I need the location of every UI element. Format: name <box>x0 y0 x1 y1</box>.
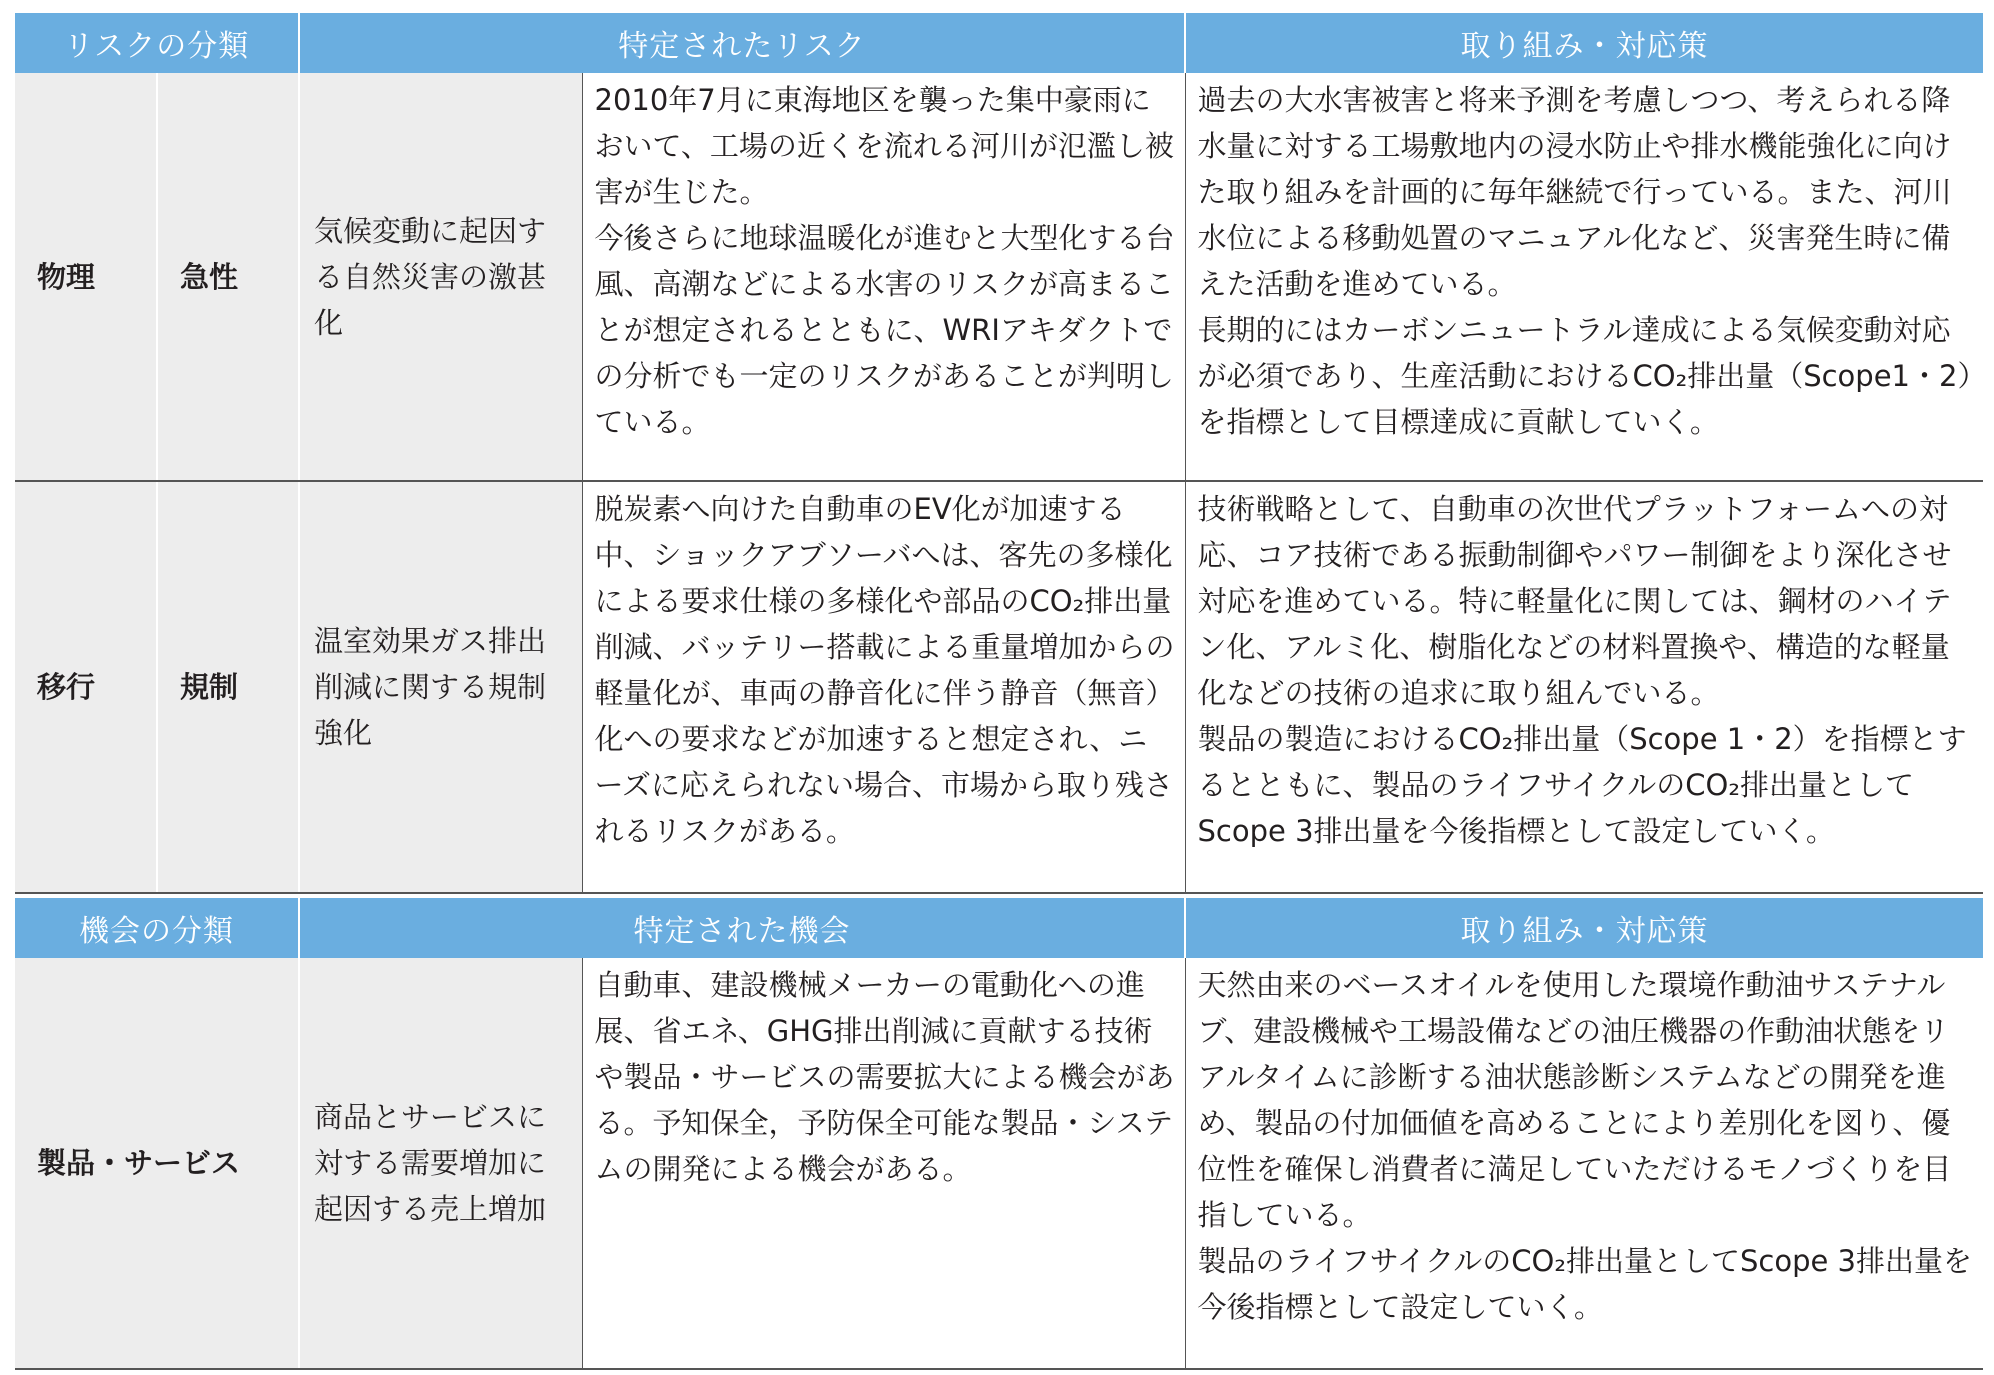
risk-measures-text: 技術戦略として、自動車の次世代プラットフォームへの対応、コア技術である振動制御やパワー制御をより深化させ対応を進めている。特に軽量化に関しては、鋼材のハイテン化、アルミ化、樹脂化などの材料置換や、構造的な軽量化などの技術の追求に取り組んでいる。 <box>1197 492 1952 710</box>
risk-table <box>15 13 1983 894</box>
opportunity-header-row <box>15 898 1983 958</box>
risk-row-physical <box>15 73 1983 481</box>
risk-subcategory: 規制 <box>157 481 299 893</box>
identified-risk-header: 特定されたリスク <box>299 13 1185 73</box>
opportunity-measures-text: 製品のライフサイクルのCO₂排出量としてScope 3排出量を今後指標として設定していく。 <box>1197 1244 1972 1324</box>
identified-risk-cell <box>582 73 1185 481</box>
risk-category-header: リスクの分類 <box>15 13 299 73</box>
identified-opportunity-cell <box>582 958 1185 1369</box>
risk-measures-header: 取り組み・対応策 <box>1185 13 1983 73</box>
opportunity-table <box>15 898 1983 1370</box>
opportunity-measures-cell <box>1185 958 1983 1369</box>
risk-measures-cell <box>1185 481 1983 893</box>
risk-header-row <box>15 13 1983 73</box>
opportunity-name: 商品とサービスに対する需要増加に起因する売上増加 <box>299 958 582 1369</box>
risk-measures-text: 長期的にはカーボンニュートラル達成による気候変動対応が必須であり、生産活動におけるCO₂排出量（Scope1・2）を指標として目標達成に貢献していく。 <box>1197 313 1972 439</box>
identified-opportunity-header: 特定された機会 <box>299 898 1185 958</box>
opportunity-measures-text: 天然由来のベースオイルを使用した環境作動油サステナルブ、建設機械や工場設備などの油圧機器の作動油状態をリアルタイムに診断する油状態診断システムなどの開発を進め、製品の付加価値を高めることにより差別化を図り、優位性を確保し消費者に満足していただけるモノづくりを目指している。 <box>1197 968 1952 1232</box>
identified-risk-text: 2010年7月に東海地区を襲った集中豪雨において、工場の近くを流れる河川が氾濫し被害が生じた。 <box>594 83 1174 209</box>
risk-name: 気候変動に起因する自然災害の激甚化 <box>299 73 582 481</box>
opportunity-category-header: 機会の分類 <box>15 898 299 958</box>
risk-measures-text: 製品の製造におけるCO₂排出量（Scope 1・2）を指標とするとともに、製品のライフサイクルのCO₂排出量としてScope 3排出量を今後指標として設定していく。 <box>1197 722 1967 848</box>
risk-category: 物理 <box>15 73 157 481</box>
identified-opportunity-text: 自動車、建設機械メーカーの電動化への進展、省エネ、GHG排出削減に貢献する技術や製品・サービスの需要拡大による機会がある。予知保全，予防保全可能な製品・システムの開発による機会がある。 <box>594 968 1175 1186</box>
opportunity-category: 製品・サービス <box>15 958 299 1369</box>
opportunity-row-products <box>15 958 1983 1369</box>
risk-subcategory: 急性 <box>157 73 299 481</box>
risk-name: 温室効果ガス排出削減に関する規制強化 <box>299 481 582 893</box>
risk-category: 移行 <box>15 481 157 893</box>
risk-measures-cell <box>1185 73 1983 481</box>
identified-risk-cell <box>582 481 1185 893</box>
risk-row-transition <box>15 481 1983 893</box>
identified-risk-text: 脱炭素へ向けた自動車のEV化が加速する中、ショックアブソーバへは、客先の多様化による要求仕様の多様化や部品のCO₂排出量削減、バッテリー搭載による重量増加からの軽量化が、車両の静音化に伴う静音（無音）化への要求などが加速すると想定され、ニーズに応えられない場合、市場から取り残されるリスクがある。 <box>594 492 1175 848</box>
opportunity-measures-header: 取り組み・対応策 <box>1185 898 1983 958</box>
identified-risk-text: 今後さらに地球温暖化が進むと大型化する台風、高潮などによる水害のリスクが高まることが想定されるとともに、WRIアキダクトでの分析でも一定のリスクがあることが判明している。 <box>594 221 1175 439</box>
risk-measures-text: 過去の大水害被害と将来予測を考慮しつつ、考えられる降水量に対する工場敷地内の浸水防止や排水機能強化に向けた取り組みを計画的に毎年継続で行っている。また、河川水位による移動処置のマニュアル化など、災害発生時に備えた活動を進めている。 <box>1197 83 1952 301</box>
